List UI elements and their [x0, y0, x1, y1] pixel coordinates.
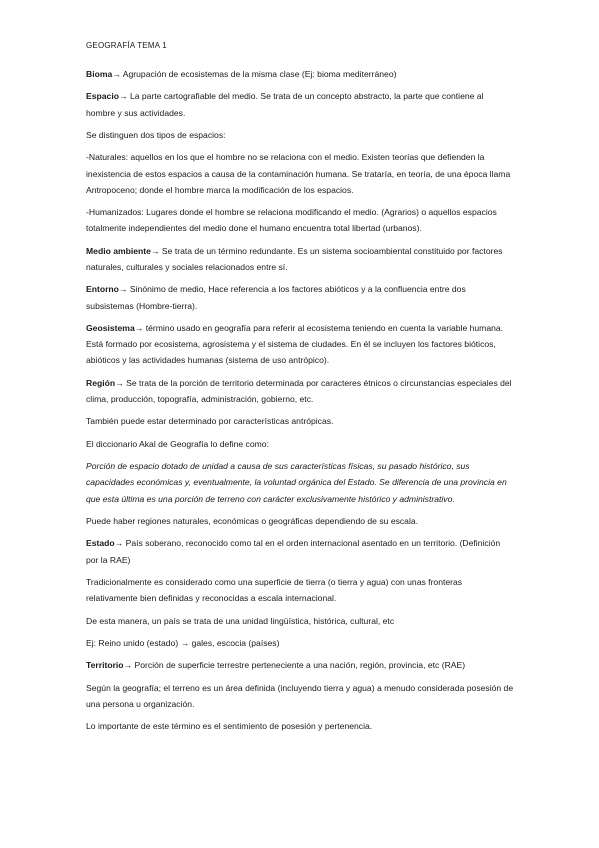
paragraph-text: -Humanizados: Lugares donde el hombre se relaciona modificando el medio. (Agrarios) o aquellos espacios totalmente independientes del medio done el humano encuentra total libertad (urbanos). [86, 207, 497, 234]
paragraph-text: El diccionario Akal de Geografía lo define como: [86, 438, 269, 449]
paragraph-text: -Naturales: aquellos en los que el hombre no se relaciona con el medio. Existen teorías que defienden la inexistencia de estos espacios a causa de la contaminación humana. Se trataría, en teoría, de una época llama Antropoceno; donde el hombre marca la modificación de los espacios. [86, 152, 511, 195]
paragraph [86, 243, 514, 275]
paragraph-text: Se trata de un término redundante. Es un sistema socioambiental constituido por factores naturales, culturales y sociales relacionados entre sí. [86, 245, 503, 272]
term-label: Geosistema→ [86, 322, 144, 333]
paragraph-text: Tradicionalmente es considerado como una superficie de tierra (o tierra y agua) con unas fronteras relativamente bien definidas y reconocidas a escala internacional. [86, 576, 463, 604]
paragraph-text: Sinónimo de medio, Hace referencia a los factores abióticos y a la confluencia entre dos subsistemas (Hombre-tierra). [86, 284, 466, 311]
paragraph [86, 436, 514, 452]
term-label: Territorio→ [86, 660, 133, 671]
paragraph [86, 320, 514, 369]
paragraph-text: También puede estar determinado por características antrópicas. [86, 416, 334, 427]
paragraph-text: La parte cartografiable del medio. Se trata de un concepto abstracto, la parte que contiene al hombre y sus actividades. [86, 91, 484, 118]
paragraph-text: término usado en geografía para referir al ecosistema teniendo en cuenta la variable humana. Está formado por ecosistema, agrosistema y el sistema de ciudades. En él se incluyen los factores bióticos, abióticos y las actividades humanas (sistema de uso antrópico). [86, 322, 504, 366]
paragraph-text: Lo importante de este término es el sentimiento de posesión y pertenencia. [86, 721, 373, 732]
paragraph-text: Porción de superficie terrestre perteneciente a una nación, región, provincia, etc (RAE) [132, 660, 466, 671]
paragraph [86, 375, 514, 407]
paragraph [86, 458, 514, 507]
paragraph [86, 657, 514, 673]
term-label: Región→ [86, 377, 124, 388]
paragraph [86, 204, 514, 236]
paragraph-text: Se trata de la porción de territorio determinada por caracteres étnicos o circunstancias especiales del clima, producción, topografía, administración, gobierno, etc. [86, 377, 512, 404]
paragraph [86, 535, 514, 567]
paragraph-text: País soberano, reconocido como tal en el orden internacional asentado en un territorio. (Definición por la RAE) [86, 538, 501, 565]
paragraph [86, 413, 514, 429]
paragraph [86, 613, 514, 629]
paragraph [86, 680, 514, 712]
document-header: GEOGRAFÍA TEMA 1 [86, 41, 167, 50]
paragraph [86, 127, 514, 143]
paragraph-text: Se distinguen dos tipos de espacios: [86, 129, 226, 140]
paragraph [86, 718, 514, 734]
term-label: Bioma→ [86, 69, 121, 79]
paragraph [86, 66, 514, 82]
paragraph-text: Porción de espacio dotado de unidad a causa de sus características físicas, su pasado histórico, sus capacidades económicas y, eventualmente, la voluntad orgánica del Estado. Se diferencia de una provincia en que esta última es una porción de terreno con carácter exclusivamente histórico y administrativo. [86, 461, 507, 504]
paragraph-text: Agrupación de ecosistemas de la misma clase (Ej: bioma mediterráneo) [120, 69, 397, 79]
paragraph [86, 149, 514, 198]
paragraph-text: De esta manera, un país se trata de una unidad lingüística, histórica, cultural, etc [86, 615, 395, 626]
paragraph [86, 635, 514, 651]
paragraph [86, 574, 514, 606]
paragraph-text: Ej: Reino unido (estado) → gales, escocia (países) [86, 637, 280, 648]
term-label: Medio ambiente→ [86, 245, 160, 256]
paragraph-text: Puede haber regiones naturales, económicas o geográficas dependiendo de su escala. [86, 515, 419, 526]
paragraph [86, 513, 514, 529]
document-body [86, 66, 514, 741]
paragraph [86, 88, 514, 120]
term-label: Entorno→ [86, 284, 128, 295]
paragraph-text: Según la geografía; el terreno es un área definida (incluyendo tierra y agua) a menudo considerada posesión de una persona u organización. [86, 682, 514, 709]
term-label: Estado→ [86, 538, 124, 549]
term-label: Espacio→ [86, 91, 128, 102]
paragraph [86, 281, 514, 313]
